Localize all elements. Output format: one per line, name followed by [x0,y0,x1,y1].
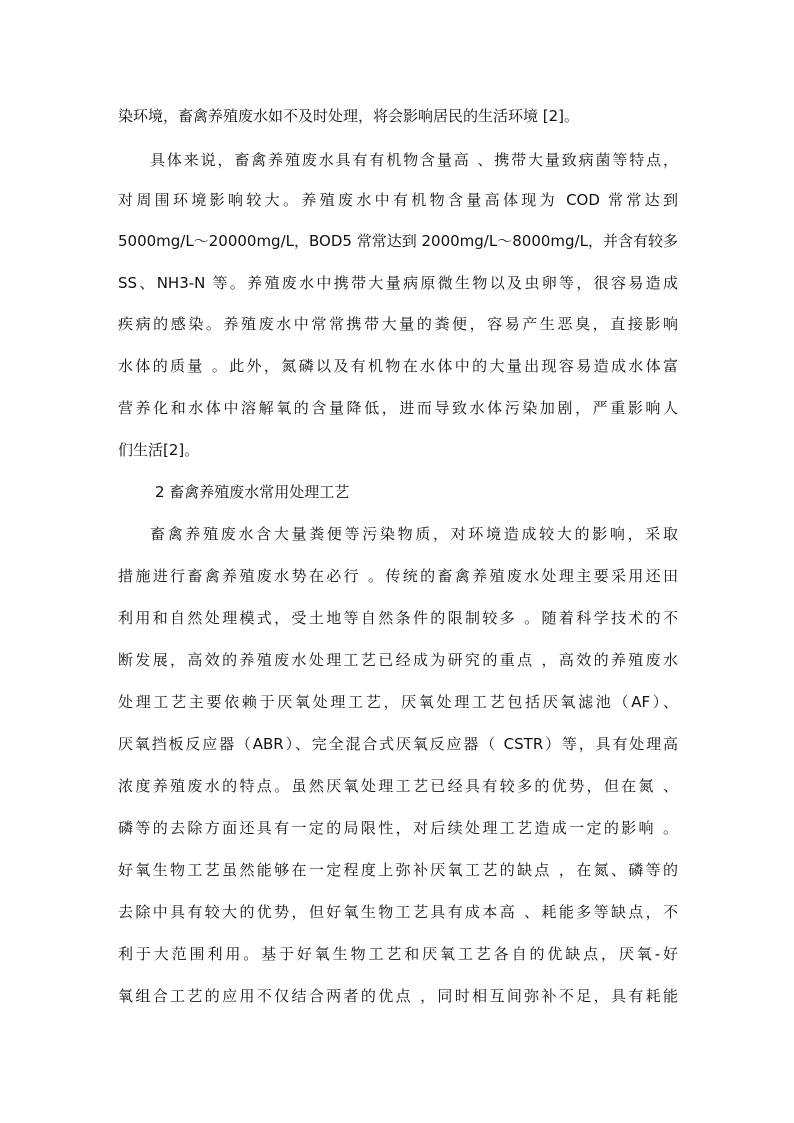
paragraph-2-line-3: 5000mg/L～20000mg/L，BOD5 常常达到 2000mg/L～8000mg/L，并含有较多 [118,232,678,250]
paragraph-2-line-4: SS、NH3-N 等。养殖废水中携带大量病原微生物以及虫卵等，很容易造成 [118,274,678,292]
paragraph-3-line-7: 浓度养殖废水的特点。虽然厌氧处理工艺已经具有较多的优势，但在氮 、 [118,777,678,795]
section-heading: 2 畜禽养殖废水常用处理工艺 [155,483,350,501]
paragraph-3-line-8: 磷等的去除方面还具有一定的局限性，对后续处理工艺造成一定的影响 。 [118,819,678,837]
paragraph-1-line-1: 染环境，畜禽养殖废水如不及时处理，将会影响居民的生活环境 [2]。 [118,107,580,125]
paragraph-3-line-4: 断发展，高效的养殖废水处理工艺已经成为研究的重点 ，高效的养殖废水 [118,651,678,669]
paragraph-3-line-10: 去除中具有较大的优势，但好氧生物工艺具有成本高 、耗能多等缺点，不 [118,903,678,921]
paragraph-2-line-7: 营养化和水体中溶解氧的含量降低，进而导致水体污染加剧，严重影响人 [118,399,678,417]
paragraph-3-line-9: 好氧生物工艺虽然能够在一定程度上弥补厌氧工艺的缺点 ，在氮、磷等的 [118,861,678,879]
paragraph-3-line-11: 利于大范围利用。基于好氧生物工艺和厌氧工艺各自的优缺点，厌氧-好 [118,945,678,963]
paragraph-3-line-5: 处理工艺主要依赖于厌氧处理工艺，厌氧处理工艺包括厌氧滤池（AF）、 [118,693,678,711]
paragraph-3-line-12: 氧组合工艺的应用不仅结合两者的优点 ，同时相互间弥补不足，具有耗能 [118,987,678,1005]
paragraph-2-line-8: 们生活[2]。 [118,441,200,459]
paragraph-3-line-3: 利用和自然处理模式，受土地等自然条件的限制较多 。随着科学技术的不 [118,609,678,627]
paragraph-2-line-1: 具体来说，畜禽养殖废水具有有机物含量高 、携带大量致病菌等特点， [150,151,678,169]
paragraph-3-line-6: 厌氧挡板反应器（ABR）、完全混合式厌氧反应器（ CSTR）等，具有处理高 [118,735,678,753]
paragraph-2-line-6: 水体的质量 。此外，氮磷以及有机物在水体中的大量出现容易造成水体富 [118,357,678,375]
paragraph-3-line-2: 措施进行畜禽养殖废水势在必行 。传统的畜禽养殖废水处理主要采用还田 [118,567,678,585]
paragraph-2-line-5: 疾病的感染。养殖废水中常常携带大量的粪便，容易产生恶臭，直接影响 [118,315,678,333]
paragraph-2-line-2: 对周围环境影响较大。养殖废水中有机物含量高体现为 COD 常常达到 [118,191,678,209]
paragraph-3-line-1: 畜禽养殖废水含大量粪便等污染物质，对环境造成较大的影响，采取 [150,525,678,543]
